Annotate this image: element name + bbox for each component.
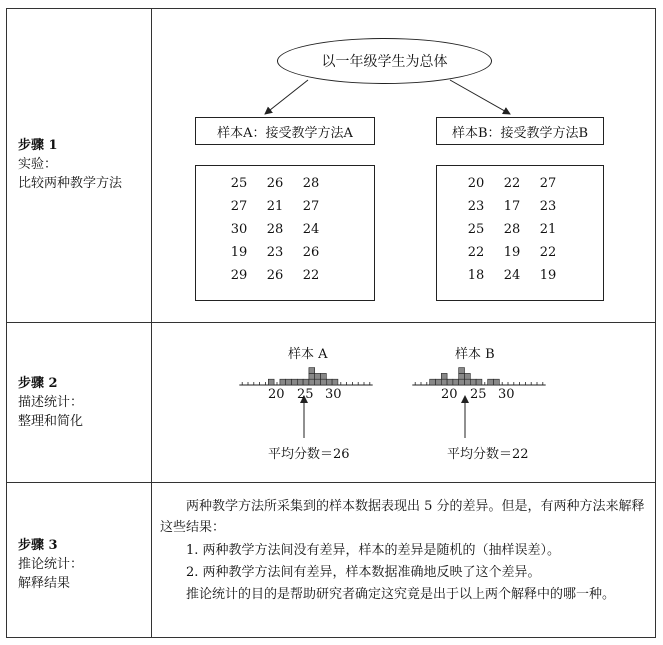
- score-cell: 30: [230, 222, 248, 237]
- axis-a-tick-25: 25: [297, 387, 314, 402]
- step3-line1: 推论统计：: [18, 557, 84, 572]
- score-cell: 18: [467, 268, 485, 283]
- hist-score-block: [332, 379, 338, 385]
- score-cell: 26: [302, 245, 320, 260]
- score-cell: 25: [467, 222, 485, 237]
- score-cell: 19: [230, 245, 248, 260]
- step2-title: 步骤 2: [18, 376, 58, 391]
- arrow-to-sample-b: [450, 80, 510, 114]
- hist-score-block: [447, 379, 453, 385]
- step3-item-1: 1. 两种教学方法间没有差异，样本的差异是随机的（抽样误差）。: [186, 543, 561, 558]
- hist-score-block: [286, 379, 292, 385]
- hist-a-title: 样本 A: [288, 347, 328, 362]
- hist-score-block: [321, 379, 327, 385]
- score-cell: 27: [302, 199, 320, 214]
- hist-score-block: [441, 379, 447, 385]
- score-cell: 24: [302, 222, 320, 237]
- hist-score-block: [326, 379, 332, 385]
- hist-score-block: [494, 379, 500, 385]
- score-cell: 25: [230, 176, 248, 191]
- hist-score-block: [476, 379, 482, 385]
- step3-title: 步骤 3: [18, 538, 58, 553]
- mean-b-text: 平均分数＝22: [447, 447, 529, 462]
- hist-b-title: 样本 B: [455, 347, 495, 362]
- mean-a-text: 平均分数＝26: [268, 447, 350, 462]
- score-cell: 27: [539, 176, 557, 191]
- hist-score-block: [430, 379, 436, 385]
- sample-a-box: [195, 117, 375, 145]
- sample-b-box: [436, 117, 604, 145]
- score-cell: 24: [503, 268, 521, 283]
- score-cell: 28: [266, 222, 284, 237]
- score-cell: 21: [266, 199, 284, 214]
- score-cell: 22: [539, 245, 557, 260]
- hist-score-block: [436, 379, 442, 385]
- hist-score-block: [315, 379, 321, 385]
- axis-a-tick-20: 20: [268, 387, 285, 402]
- hist-score-block: [303, 379, 309, 385]
- score-cell: 27: [230, 199, 248, 214]
- step3-line2: 解释结果: [18, 576, 71, 591]
- arrow-to-sample-a: [265, 80, 308, 114]
- hist-score-block: [292, 379, 298, 385]
- score-cell: 22: [503, 176, 521, 191]
- axis-b-tick-25: 25: [470, 387, 487, 402]
- step3-paragraph-2: 推论统计的目的是帮助研究者确定这究竟是出于以上两个解释中的哪一种。: [186, 587, 616, 602]
- score-cell: 28: [302, 176, 320, 191]
- hist-score-block: [459, 379, 465, 385]
- step3-item-2: 2. 两种教学方法间有差异，样本数据准确地反映了这个差异。: [186, 565, 541, 580]
- sample-a-scores-box: [195, 165, 375, 301]
- step2-line1: 描述统计：: [18, 395, 84, 410]
- score-cell: 29: [230, 268, 248, 283]
- score-cell: 23: [266, 245, 284, 260]
- hist-score-block: [315, 373, 321, 379]
- hist-score-block: [465, 373, 471, 379]
- sample-b-label: 样本B：接受教学方法B: [451, 125, 589, 141]
- hist-score-block: [321, 373, 327, 379]
- hist-score-block: [309, 379, 315, 385]
- step2-line2: 整理和简化: [18, 414, 84, 429]
- histogram-a: [239, 368, 372, 385]
- sample-b-scores-box: [436, 165, 604, 301]
- hist-score-block: [280, 379, 286, 385]
- hist-score-block: [465, 379, 471, 385]
- axis-b-tick-20: 20: [441, 387, 458, 402]
- score-cell: 20: [467, 176, 485, 191]
- step3-paragraph-1: 两种教学方法所采集到的样本数据表现出 5 分的差异。但是，有两种方法来解释这些结果：: [160, 499, 645, 535]
- score-cell: 23: [467, 199, 485, 214]
- score-cell: 17: [503, 199, 521, 214]
- hist-score-block: [459, 368, 465, 374]
- sample-a-label: 样本A：接受教学方法A: [217, 125, 353, 141]
- score-cell: 26: [266, 176, 284, 191]
- step1-line2: 比较两种教学方法: [18, 176, 123, 191]
- hist-score-block: [488, 379, 494, 385]
- score-cell: 21: [539, 222, 557, 237]
- score-cell: 22: [302, 268, 320, 283]
- score-cell: 19: [539, 268, 557, 283]
- score-cell: 23: [539, 199, 557, 214]
- score-cell: 28: [503, 222, 521, 237]
- hist-score-block: [297, 379, 303, 385]
- hist-score-block: [309, 368, 315, 374]
- step1-line1: 实验：: [18, 157, 58, 172]
- hist-score-block: [441, 373, 447, 379]
- hist-score-block: [268, 379, 274, 385]
- score-cell: 26: [266, 268, 284, 283]
- hist-score-block: [309, 373, 315, 379]
- score-cell: 19: [503, 245, 521, 260]
- score-cell: 22: [467, 245, 485, 260]
- hist-score-block: [459, 373, 465, 379]
- hist-score-block: [453, 379, 459, 385]
- step1-title: 步骤 1: [18, 138, 58, 153]
- axis-b-tick-30: 30: [498, 387, 515, 402]
- population-label: 以一年级学生为总体: [321, 54, 448, 70]
- axis-a-tick-30: 30: [325, 387, 342, 402]
- hist-score-block: [470, 379, 476, 385]
- histogram-b: [412, 368, 545, 385]
